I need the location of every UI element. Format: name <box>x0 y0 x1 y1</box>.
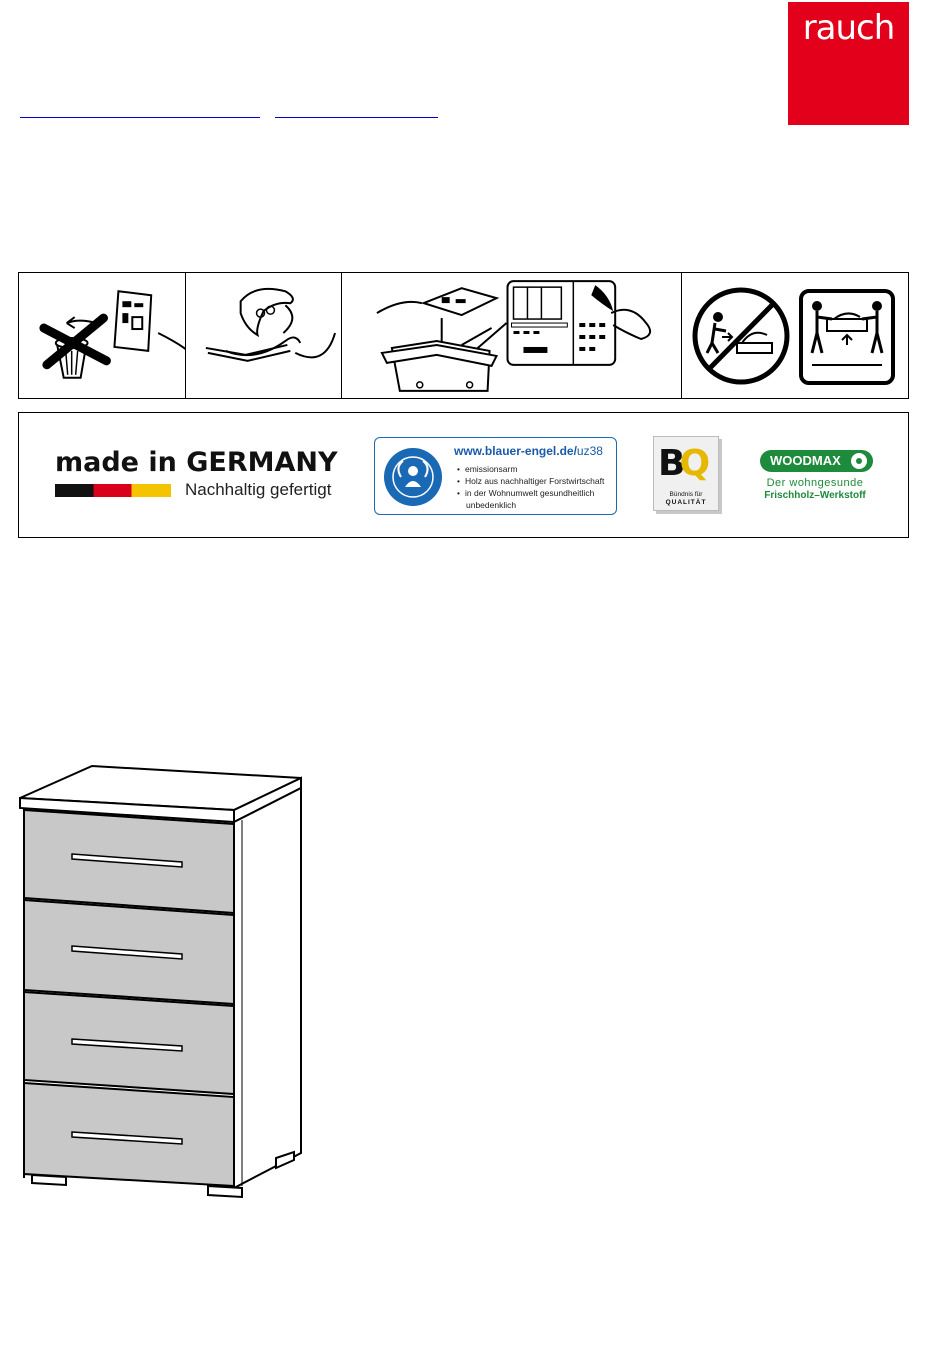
blauer-engel-url-main: www.blauer-engel.de/ <box>454 444 577 458</box>
link-1[interactable] <box>20 100 260 118</box>
woodmax-logo <box>755 450 875 502</box>
bq-logo <box>653 436 721 513</box>
blauer-engel-label <box>374 437 617 515</box>
list-item: • Holz aus nachhaltiger Forstwirtschaft <box>457 475 604 487</box>
german-flag-stripe <box>55 484 171 497</box>
bq-letters: BQ <box>658 443 705 484</box>
do-not-push-furniture-icon <box>695 290 787 382</box>
woodmax-name: WOODMAX <box>770 453 841 468</box>
certifications-banner <box>18 412 909 538</box>
drawer-1 <box>24 810 234 913</box>
list-item: unbedenklich <box>466 500 517 510</box>
bq-line2: QUALITÄT <box>665 499 707 506</box>
woodmax-dot-icon <box>851 453 867 469</box>
furniture-handling-icons <box>682 273 908 398</box>
lift-furniture-icon <box>801 291 893 383</box>
blauer-engel-badge-icon <box>383 447 443 507</box>
blauer-engel-url <box>454 444 603 458</box>
woodmax-line2: Frischholz–Werkstoff <box>764 490 866 501</box>
list-item: • in der Wohnumwelt gesundheitlich <box>457 487 604 499</box>
do-not-discard-manual-icon <box>19 273 186 398</box>
drawer-2 <box>24 900 234 1004</box>
rauch-logo <box>788 2 909 125</box>
blauer-engel-url-suffix: uz38 <box>576 444 603 458</box>
logo-text: rauch <box>802 8 895 48</box>
drawer-3 <box>24 992 234 1094</box>
keep-documents-icon <box>342 273 682 398</box>
chest-of-drawers-illustration <box>14 758 314 1203</box>
link-2[interactable] <box>275 100 438 118</box>
list-item: • emissionsarm <box>457 463 604 475</box>
drawer-4 <box>24 1083 234 1186</box>
blauer-engel-points <box>457 463 604 511</box>
made-in-germany-logo <box>55 447 345 507</box>
instruction-pictograms <box>18 272 909 399</box>
read-manual-icon <box>186 273 342 398</box>
bq-line1: Bündnis für <box>669 491 703 498</box>
parts-list-sheet-icon <box>508 281 651 365</box>
made-in-germany-title: made in GERMANY <box>55 447 338 478</box>
woodmax-line1: Der wohngesunde <box>766 477 864 489</box>
made-in-germany-subtitle: Nachhaltig gefertigt <box>185 480 332 499</box>
